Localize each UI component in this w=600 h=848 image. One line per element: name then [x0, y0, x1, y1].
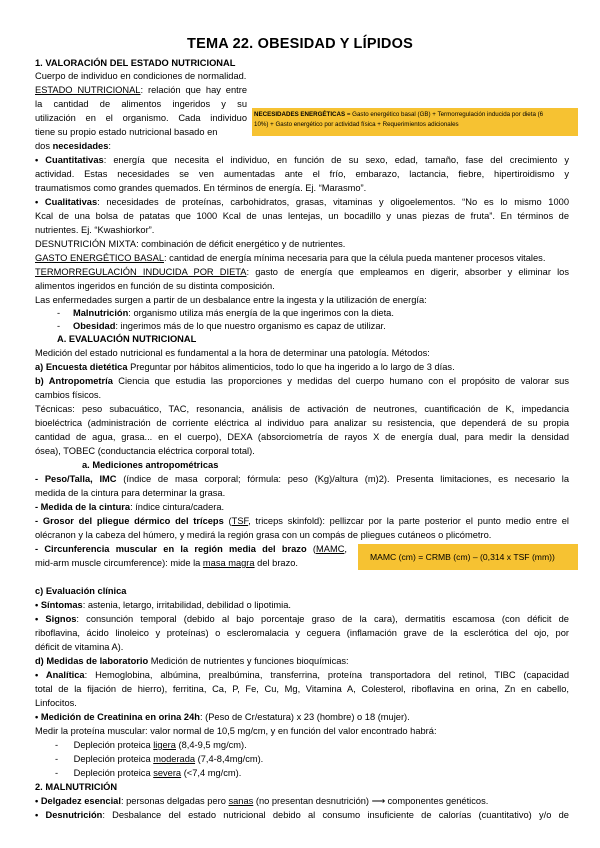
paragraph-line: utilización en el organismo. Cada individuo: [35, 113, 247, 123]
list-item: - Obesidad: ingerimos más de lo que nuestro organismo es capaz de utilizar.: [57, 321, 386, 331]
paragraph-line: Técnicas: peso subacuático, TAC, resonancia, análisis de activación de neutrones, cuantificación de K, impedancia: [35, 404, 569, 414]
paragraph-line: bioeléctrica (administración de corriente eléctrica al individuo para analizar su resistencia, que dependerá de su propia: [35, 418, 569, 428]
text-span: necesidades: [52, 141, 109, 151]
mamc-formula-callout: MAMC (cm) = CRMB (cm) – (0,314 x TSF (mm)): [358, 544, 578, 570]
term-label: • Cuantitativas: [35, 155, 104, 165]
text-span: masa magra: [202, 558, 255, 568]
text-span: : energía que necesita el individuo, en función de su sexo, edad, tamaño, fase del crecimiento y: [103, 155, 569, 165]
paragraph-line: [35, 252, 545, 265]
text-span: : cantidad de energía mínima necesaria para que la célula pueda mantener procesos vitales.: [164, 253, 546, 263]
term-label: a) Encuesta dietética: [35, 362, 128, 372]
text-span: :: [108, 141, 111, 151]
text-span: moderada: [153, 754, 196, 764]
paragraph-line: tiene su propio estado nutricional basado en: [35, 127, 218, 137]
paragraph-line: Kcal de una bolsa de patatas que 1000 Kcal de unas lentejas, un bocadillo y unas piezas de fruta”. En términos de: [35, 211, 569, 221]
paragraph-line: Medición del estado nutricional es fundamental a la hora de determinar una patología. Métodos:: [35, 348, 430, 358]
paragraph-line: [35, 84, 247, 97]
text-span: : (Peso de Cr/estatura) x 23 (hombre) o 18 (mujer).: [199, 712, 410, 722]
text-span: TSF: [231, 516, 249, 526]
list-item: - Depleción proteica severa (<7,4 mg/cm).: [55, 768, 242, 778]
paragraph-line: riboflavina, ácido linoleico y proteínas) o escleromalacia y ceguera (inflamación grave de la esclerótica del ojo, por: [35, 628, 569, 638]
term-label: - Circunferencia muscular en la región media del brazo: [35, 544, 307, 554]
text-span: (8,4-9,5 mg/cm).: [175, 740, 247, 750]
term-label: Obesidad: [73, 321, 116, 331]
text-span: ligera: [153, 740, 176, 750]
paragraph-line: cambios físicos.: [35, 390, 102, 400]
text-span: Ciencia que estudia las proporciones y medidas del cuerpo humano con el propósito de valorar sus: [112, 376, 569, 386]
paragraph-line: Linfocitos.: [35, 698, 77, 708]
paragraph-line: actividad. Estas necesidades se ven aumentadas ante el frío, embarazo, lactancia, fiebre, hipertiroidismo y: [35, 169, 569, 179]
callout-text: = Gasto energético basal (GB) + Termorregulación inducida por dieta (6: [345, 111, 544, 118]
paragraph-line: déficit de vitamina A).: [35, 642, 124, 652]
paragraph-line: [35, 501, 224, 514]
paragraph-line: [35, 266, 569, 279]
text-span: (no presentan desnutrición) ⟶ componentes genéticos.: [253, 796, 489, 806]
term-label: b) Antropometría: [35, 376, 113, 386]
term-label: • Delgadez esencial: [35, 796, 121, 806]
paragraph-line: [35, 375, 569, 388]
text-span: Depleción proteica: [73, 740, 154, 750]
term-label: d) Medidas de laboratorio: [35, 656, 149, 666]
paragraph-line: [35, 473, 569, 486]
text-span: : índice cintura/cadera.: [130, 502, 225, 512]
paragraph-line: olécranon y la cabeza del húmero, y medirá la región grasa con un compás de pliegues cutáneos o plicómetro.: [35, 530, 492, 540]
paragraph-line: [35, 154, 569, 167]
text-span: Medición de nutrientes y funciones bioquímicas:: [148, 656, 349, 666]
text-span: : personas delgadas pero: [120, 796, 229, 806]
section-heading: 1. VALORACIÓN DEL ESTADO NUTRICIONAL: [35, 58, 236, 68]
text-span: (índice de masa corporal; fórmula: peso (Kg)/altura (m)2). Presenta limitaciones, es necesario la: [116, 474, 570, 484]
text-span: : consunción temporal (debido al bajo porcentaje graso de la cara), dermatitis escamosa (con déficit de: [76, 614, 569, 624]
text-span: : astenia, letargo, irritabilidad, debilidad o lipotimia.: [82, 600, 291, 610]
text-span: (7,4-8,4mg/cm).: [195, 754, 264, 764]
section-heading: 2. MALNUTRICIÓN: [35, 782, 118, 792]
text-span: ,: [344, 544, 347, 554]
paragraph-line: Cuerpo de individuo en condiciones de normalidad.: [35, 71, 247, 81]
text-span: dos: [35, 141, 53, 151]
text-span: : relación que hay entre: [140, 85, 247, 95]
term-label: ESTADO NUTRICIONAL: [35, 85, 141, 95]
text-span: : gasto de energía que empleamos en digerir, absorber y eliminar los: [246, 267, 569, 277]
paragraph-line: traumatismos como grandes quemados. En términos de energía. Ej. “Marasmo”.: [35, 183, 367, 193]
text-span: : Hemoglobina, albúmina, prealbúmina, transferrina, proteína transportadora del retinol, TIBC (capacidad: [84, 670, 569, 680]
list-item: - Depleción proteica ligera (8,4-9,5 mg/cm).: [55, 740, 247, 750]
paragraph-line: [35, 669, 569, 682]
term-label: - Grosor del pliegue dérmico del tríceps: [35, 516, 224, 526]
text-span: (: [306, 544, 316, 554]
text-span: : necesidades de proteínas, carbohidratos, grasas, vitaminas y oligoelementos. “No es lo mismo 1000: [97, 197, 569, 207]
paragraph-line: la cantidad de alimentos ingeridos y su: [35, 99, 247, 109]
text-span: sanas: [228, 796, 254, 806]
paragraph-line: total de la fijación de hierro), ferritina, Ca, P, Fe, Cu, Mg, Vitamina A, Colesterol, riboflavina en orina, Zn en cabello,: [35, 684, 569, 694]
paragraph-line: [35, 361, 455, 374]
callout-label: NECESIDADES ENERGÉTICAS: [254, 111, 346, 118]
term-label: GASTO ENERGÉTICO BASAL: [35, 253, 164, 263]
text-span: MAMC: [316, 544, 345, 554]
paragraph-line: cantidad de agua, grasa... en el cuerpo), DEXA (absorciometría de rayos X de energía dual, para medir la densidad: [35, 432, 569, 442]
subsection-heading: a. Mediciones antropométricas: [82, 460, 219, 470]
paragraph-line: [35, 140, 111, 153]
term-label: - Medida de la cintura: [35, 502, 131, 512]
paragraph-line: [35, 795, 488, 808]
term-label: Malnutrición: [73, 308, 129, 318]
term-label: • Cualitativas: [35, 197, 98, 207]
text-span: Depleción proteica: [73, 754, 154, 764]
text-span: : Desbalance del estado nutricional debido al consumo insuficiente de calorías (cuantitativo) y/o de: [102, 810, 569, 820]
text-span: Preguntar por hábitos alimenticios, todo lo que ha ingerido a lo largo de 3 días.: [127, 362, 455, 372]
text-span: del brazo.: [254, 558, 298, 568]
term-label: • Medición de Creatinina en orina 24h: [35, 712, 200, 722]
paragraph-line: ósea), TOBEC (conductancia eléctrica corporal total).: [35, 446, 255, 456]
text-span: mid-arm muscle circumference): mide la: [35, 558, 203, 568]
paragraph-line: [35, 599, 291, 612]
text-span: : ingerimos más de lo que nuestro organismo es capaz de utilizar.: [115, 321, 386, 331]
callout-text: 10%) + Gasto energético por actividad física + Requerimientos adicionales: [254, 121, 459, 128]
paragraph-line: alimentos ingeridos en función de su distinta composición.: [35, 281, 275, 291]
paragraph-line: [35, 809, 569, 822]
paragraph-line: [35, 543, 347, 556]
paragraph-line: [35, 613, 569, 626]
term-label: • Síntomas: [35, 600, 83, 610]
paragraph-line: [35, 655, 349, 668]
text-span: (<7,4 mg/cm).: [181, 768, 242, 778]
list-item: - Malnutrición: organismo utiliza más energía de la que ingerimos con la dieta.: [57, 308, 394, 318]
term-label: TERMORREGULACIÓN INDUCIDA POR DIETA: [35, 267, 247, 277]
term-label: • Signos: [35, 614, 77, 624]
text-span: Depleción proteica: [73, 768, 154, 778]
text-span: (: [223, 516, 232, 526]
paragraph-line: Las enfermedades surgen a partir de un desbalance entre la ingesta y la utilización de energía:: [35, 295, 427, 305]
subsection-heading: A. EVALUACIÓN NUTRICIONAL: [57, 334, 197, 344]
term-label: • Desnutrición: [35, 810, 103, 820]
paragraph-line: [35, 711, 410, 724]
energy-needs-callout: [252, 108, 578, 136]
paragraph-line: nutrientes. Ej. “Kwashiorkor”.: [35, 225, 155, 235]
subsection-heading: c) Evaluación clínica: [35, 586, 127, 596]
paragraph-line: [35, 515, 569, 528]
paragraph-line: [35, 557, 298, 570]
text-span: severa: [153, 768, 182, 778]
paragraph-line: Medir la proteína muscular: valor normal de 10,5 mg/cm, y en función del valor encontrado habrá:: [35, 726, 437, 736]
term-label: - Peso/Talla, IMC: [35, 474, 117, 484]
text-span: : organismo utiliza más energía de la que ingerimos con la dieta.: [128, 308, 394, 318]
page-title: TEMA 22. OBESIDAD Y LÍPIDOS: [187, 36, 413, 52]
paragraph-line: [35, 196, 569, 209]
term-label: • Analítica: [35, 670, 85, 680]
text-span: , triceps skinfold): pellizcar por la parte posterior el punto medio entre el: [248, 516, 569, 526]
paragraph-line: medida de la cintura para determinar la grasa.: [35, 488, 226, 498]
list-item: - Depleción proteica moderada (7,4-8,4mg/cm).: [55, 754, 264, 764]
paragraph-line: DESNUTRICIÓN MIXTA: combinación de déficit energético y de nutrientes.: [35, 239, 346, 249]
